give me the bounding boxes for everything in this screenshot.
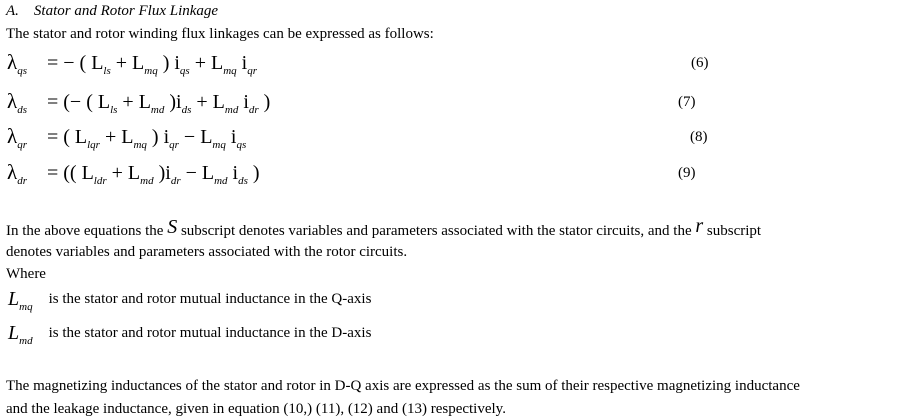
equation-subscript: ds	[238, 175, 248, 187]
def-symbol: L	[8, 288, 20, 310]
lambda-subscript: dr	[17, 175, 27, 187]
lambda-subscript: qr	[17, 139, 27, 151]
def-text: is the stator and rotor mutual inductance in the Q-axis	[48, 291, 372, 307]
equation-number: (9)	[678, 165, 696, 181]
paragraph-1-line-2: denotes variables and parameters associated with the rotor circuits.	[6, 244, 408, 260]
equation-6	[7, 50, 257, 75]
equation-subscript: ds	[181, 104, 192, 116]
paragraph-2-line-1: The magnetizing inductances of the stator and rotor in D-Q axis are expressed as the sum of their respective magnetizing inductance	[6, 378, 800, 394]
equation-9	[7, 160, 260, 185]
para1-part3: subscript	[706, 223, 762, 239]
intro-text: The stator and rotor winding flux linkages can be expressed as follows:	[6, 26, 434, 42]
symbol-r: r	[695, 215, 704, 237]
equation-7	[7, 89, 270, 114]
equation-subscript: qr	[169, 139, 179, 151]
equation-term: − L	[178, 126, 213, 148]
def-subscript: mq	[19, 301, 33, 313]
equation-term: i	[225, 126, 237, 148]
section-title: Stator and Rotor Flux Linkage	[33, 3, 219, 19]
where-label: Where	[6, 266, 46, 282]
equation-subscript: mq	[223, 65, 237, 77]
lambda-subscript: ds	[17, 104, 27, 116]
equation-subscript: ls	[110, 104, 118, 116]
lambda-symbol: λ	[7, 89, 18, 113]
symbol-s: S	[167, 216, 178, 238]
equation-term: = (− ( L	[46, 91, 111, 113]
def-symbol: L	[8, 322, 20, 344]
equation-subscript: ls	[103, 65, 111, 77]
lambda-symbol: λ	[7, 160, 18, 184]
equation-term: i	[238, 91, 249, 113]
equation-subscript: dr	[248, 104, 259, 116]
equation-subscript: qr	[247, 65, 257, 77]
equation-term: ) i	[157, 52, 180, 74]
equation-8	[7, 124, 246, 149]
equation-term: + L	[189, 52, 224, 74]
equation-term: − L	[180, 162, 215, 184]
equation-term: i	[227, 162, 239, 184]
equation-number: (7)	[678, 94, 696, 110]
equation-subscript: md	[140, 175, 154, 187]
paragraph-1-line-1	[6, 215, 762, 240]
equation-term: + L	[106, 162, 141, 184]
equation-term: ) i	[146, 126, 170, 148]
equation-term: = (( L	[46, 162, 94, 184]
def-text: is the stator and rotor mutual inductance in the D-axis	[48, 325, 372, 341]
equation-term: + L	[99, 126, 134, 148]
equation-subscript: qs	[236, 139, 247, 151]
equation-subscript: mq	[133, 139, 147, 151]
equation-subscript: mq	[212, 139, 226, 151]
equation-term: )	[247, 162, 260, 184]
definition-lmd	[8, 322, 372, 347]
equation-subscript: md	[224, 104, 239, 116]
equation-term: )i	[164, 91, 182, 113]
lambda-symbol: λ	[7, 50, 18, 74]
equation-subscript: lqr	[87, 139, 100, 151]
equation-number: (6)	[691, 55, 709, 71]
equation-term: + L	[117, 91, 151, 113]
equation-subscript: md	[214, 175, 228, 187]
equation-number: (8)	[690, 129, 708, 145]
equation-term: )i	[153, 162, 171, 184]
lambda-symbol: λ	[7, 124, 18, 148]
section-label: A.	[6, 3, 19, 19]
equation-term: = − ( L	[46, 52, 104, 74]
equation-term: + L	[191, 91, 225, 113]
lambda-subscript: qs	[17, 65, 27, 77]
definition-lmq	[8, 288, 372, 313]
section-heading	[6, 3, 218, 20]
equation-subscript: qs	[179, 65, 190, 77]
equation-term: )	[258, 91, 271, 113]
equation-term: = ( L	[46, 126, 88, 148]
equation-subscript: md	[150, 104, 165, 116]
equation-subscript: dr	[170, 175, 181, 187]
equation-subscript: ldr	[93, 175, 107, 187]
paragraph-2-line-2: and the leakage inductance, given in equation (10,) (11), (12) and (13) respectively.	[6, 401, 506, 417]
para1-part1: In the above equations the	[6, 223, 164, 239]
para1-part2: subscript denotes variables and parameters associated with the stator circuits, and the	[180, 223, 692, 239]
equation-subscript: mq	[144, 65, 158, 77]
equation-term: + L	[110, 52, 145, 74]
def-subscript: md	[19, 335, 33, 347]
equation-term: i	[236, 52, 248, 74]
